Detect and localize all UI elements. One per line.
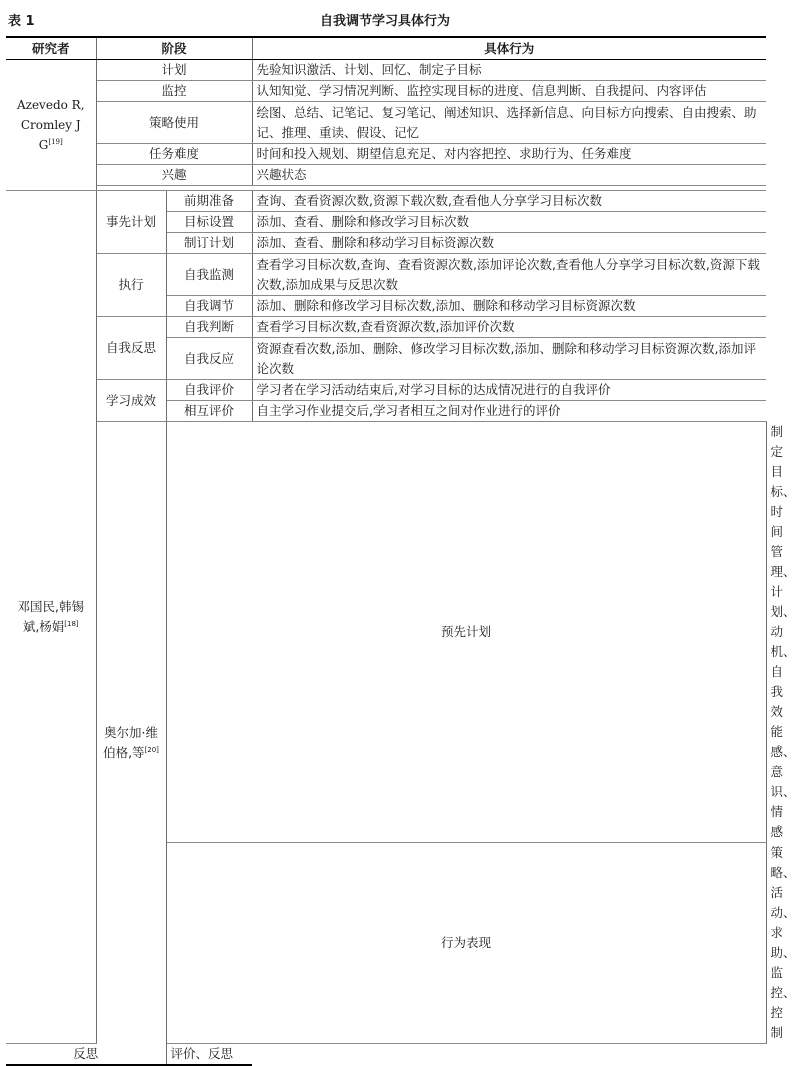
behavior-cell: 查看学习目标次数,查看资源次数,添加评价次数	[252, 317, 766, 338]
citation-ref: [18]	[64, 619, 79, 628]
stage-cell: 兴趣	[96, 165, 252, 186]
subphase-cell: 自我监测	[166, 254, 252, 296]
subphase-cell: 相互评价	[166, 401, 252, 422]
header-researcher: 研究者	[6, 37, 96, 60]
table-caption	[0, 8, 770, 30]
table-row	[6, 102, 766, 144]
table-row: 奥尔加·维伯格,等[20] 预先计划 制定目标、时间管理、计划、动机、自我效能感、意识、情感	[6, 422, 766, 843]
behavior-cell: 添加、查看、删除和移动学习目标资源次数	[252, 233, 766, 254]
behavior-cell: 学习者在学习活动结束后,对学习目标的达成情况进行的自我评价	[252, 380, 766, 401]
table-row	[6, 317, 766, 338]
phase-cell: 执行	[96, 254, 166, 317]
behavior-cell: 查询、查看资源次数,资源下载次数,查看他人分享学习目标次数	[252, 191, 766, 212]
researcher-deng	[6, 191, 96, 1044]
subphase-cell: 自我反应	[166, 338, 252, 380]
table-row	[6, 165, 766, 186]
behavior-cell: 自主学习作业提交后,学习者相互之间对作业进行的评价	[252, 401, 766, 422]
behavior-cell: 认知知觉、学习情况判断、监控实现目标的进度、信息判断、自我提问、内容评估	[252, 81, 766, 102]
stage-cell: 计划	[96, 60, 252, 81]
behavior-cell: 资源查看次数,添加、删除、修改学习目标次数,添加、删除和移动学习目标资源次数,添加评论次数	[252, 338, 766, 380]
stage-cell: 监控	[96, 81, 252, 102]
phase-cell: 事先计划	[96, 191, 166, 254]
stage-cell: 任务难度	[96, 144, 252, 165]
header-stage: 阶段	[96, 37, 252, 60]
behavior-cell: 添加、查看、删除和修改学习目标次数	[252, 212, 766, 233]
citation-ref: [19]	[48, 138, 63, 146]
behavior-cell: 时间和投入规划、期望信息充足、对内容把控、求助行为、任务难度	[252, 144, 766, 165]
stage-cell: 反思	[6, 1044, 166, 1066]
table-row	[6, 81, 766, 102]
table-row	[6, 1044, 766, 1066]
behavior-cell: 评价、反思	[166, 1044, 252, 1066]
header-row	[6, 37, 766, 60]
header-behavior: 具体行为	[252, 37, 766, 60]
stage-cell: 行为表现	[166, 843, 766, 1044]
behavior-cell: 添加、删除和修改学习目标次数,添加、删除和移动学习目标资源次数	[252, 296, 766, 317]
researcher-azevedo	[6, 60, 96, 191]
table-title: 自我调节学习具体行为	[319, 14, 450, 29]
stage-cell: 策略使用	[96, 102, 252, 144]
citation-ref: [20]	[144, 745, 159, 754]
subphase-cell: 目标设置	[166, 212, 252, 233]
researcher-name: 邓国民,韩锡斌,杨娟	[17, 599, 84, 634]
phase-cell: 学习成效	[96, 380, 166, 422]
researcher-name-line1: Azevedo R,	[16, 98, 85, 112]
behavior-cell: 绘图、总结、记笔记、复习笔记、阐述知识、选择新信息、向目标方向搜索、自由搜索、助记、推理、重读、假设、记忆	[252, 102, 766, 144]
behavior-table	[6, 36, 796, 1066]
subphase-cell: 前期准备	[166, 191, 252, 212]
phase-cell: 自我反思	[96, 317, 166, 380]
subphase-cell: 制订计划	[166, 233, 252, 254]
table-row	[6, 60, 766, 81]
table-row	[6, 191, 766, 212]
subphase-cell: 自我调节	[166, 296, 252, 317]
subphase-cell: 自我判断	[166, 317, 252, 338]
table-number: 表 1	[8, 14, 35, 29]
subphase-cell: 自我评价	[166, 380, 252, 401]
table-row	[6, 254, 766, 296]
researcher-name: 奥尔加·维伯格,等	[103, 725, 158, 760]
researcher-name-line2: Cromley J G	[20, 118, 81, 152]
behavior-cell: 查看学习目标次数,查询、查看资源次数,添加评论次数,查看他人分享学习目标次数,资源下载次数,添加成果与反思次数	[252, 254, 766, 296]
table-row	[6, 380, 766, 401]
table-row: 行为表现 策略、活动、求助、监控、控制	[6, 843, 766, 1044]
stage-cell: 预先计划	[166, 422, 766, 843]
researcher-olga	[96, 422, 166, 1066]
table-row	[6, 144, 766, 165]
behavior-cell: 兴趣状态	[252, 165, 766, 186]
behavior-cell: 先验知识激活、计划、回忆、制定子目标	[252, 60, 766, 81]
